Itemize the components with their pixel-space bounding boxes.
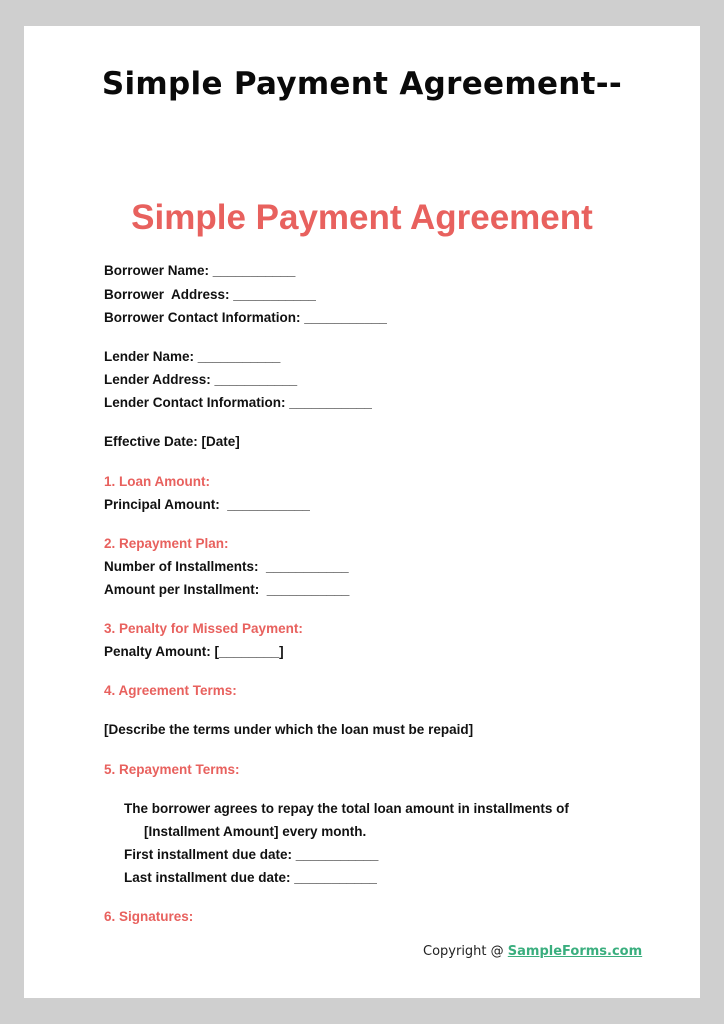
repayment-terms-line-2: [Installment Amount] every month. — [144, 824, 367, 839]
lender-name-field: Lender Name: ___________ — [104, 349, 281, 364]
amount-per-installment-field: Amount per Installment: ___________ — [104, 582, 350, 597]
principal-amount-field: Principal Amount: ___________ — [104, 497, 310, 512]
penalty-amount-field: Penalty Amount: [________] — [104, 644, 284, 659]
lender-contact-field: Lender Contact Information: ___________ — [104, 395, 372, 410]
borrower-contact-field: Borrower Contact Information: ___________ — [104, 310, 387, 325]
agreement-terms-heading: 4. Agreement Terms: — [104, 683, 237, 698]
borrower-name-field: Borrower Name: ___________ — [104, 263, 296, 278]
first-due-date-field: First installment due date: ___________ — [124, 847, 379, 862]
document-page — [24, 26, 700, 998]
agreement-terms-text: [Describe the terms under which the loan must be repaid] — [104, 722, 474, 737]
copyright-notice — [423, 944, 642, 959]
repayment-plan-heading: 2. Repayment Plan: — [104, 536, 229, 551]
page-title: Simple Payment Agreement-- — [101, 66, 623, 102]
repayment-terms-line-1: The borrower agrees to repay the total loan amount in installments of — [124, 801, 569, 816]
brand-link[interactable]: SampleForms.com — [507, 944, 643, 959]
loan-amount-heading: 1. Loan Amount: — [104, 474, 210, 489]
signatures-heading: 6. Signatures: — [104, 909, 194, 924]
copyright-prefix: Copyright @ — [423, 944, 508, 959]
last-due-date-field: Last installment due date: ___________ — [124, 870, 377, 885]
borrower-address-field: Borrower Address: ___________ — [104, 287, 316, 302]
document-title: Simple Payment Agreement — [131, 198, 593, 237]
installments-count-field: Number of Installments: ___________ — [104, 559, 349, 574]
penalty-heading: 3. Penalty for Missed Payment: — [104, 621, 303, 636]
lender-address-field: Lender Address: ___________ — [104, 372, 298, 387]
effective-date-field: Effective Date: [Date] — [104, 434, 240, 449]
repayment-terms-heading: 5. Repayment Terms: — [104, 762, 240, 777]
